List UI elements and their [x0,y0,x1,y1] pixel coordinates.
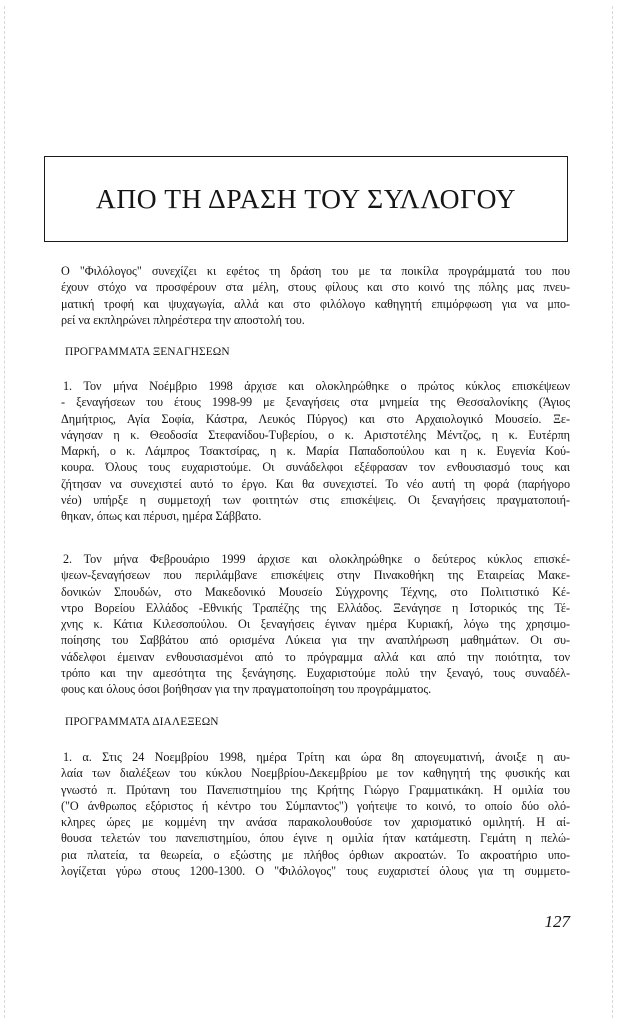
paragraph-line: χνης κ. Κάτια Κιλεσοπούλου. Οι ξεναγήσεις έγιναν ημέρα Κυριακή, λόγω της χρησιμο- [61,617,570,632]
paragraph-line: ψεων-ξεναγήσεων που περιλάμβανε επισκέψεις στην Πινακοθήκη της Εταιρείας Μακε- [61,568,570,583]
paragraph-line: ("Ο άνθρωπος εξόριστος ή κέντρο του Σύμπαντος") γοήτεψε το κοινό, το οποίο δύο ολό- [61,798,570,813]
paragraph-line: ποίησης του Σαββάτου από ορισμένα Λύκεια για την αναπλήρωση μαθημάτων. Οι συ- [61,633,570,648]
paragraph-line: 1. α. Στις 24 Νοεμβρίου 1998, ημέρα Τρίτη και ώρα 8η απογευματινή, άνοιξε η αυ- [63,750,570,764]
paragraph-line: δονικών Σπουδών, στο Μακεδονικό Μουσείο Σύγχρονης Τέχνης, στο Πολιτιστικό Κέ- [61,584,570,599]
paragraph-line: ματική τροφή και ψυχαγωγία, αλλά και στο φιλόλογο καθηγητή επιμόρφωση για να μπο- [61,296,570,311]
paragraph-line: Δημήτριος, Αγία Σοφία, Κάστρα, Λευκός Πύργος) και στο Αρχαιολογικό Μουσείο. Ξε- [61,411,570,426]
paragraph-line: νάδελφοι έμειναν ενθουσιασμένοι από το πρόγραμμα αλλά και από την ποιότητα, τον [61,649,570,664]
paragraph-line: γνωστό π. Πρύτανη του Πανεπιστημίου της Κρήτης Γιώργο Γραμματικάκη. Η ομιλία του [61,782,570,797]
paragraph-line: 1. Τον μήνα Νοέμβριο 1998 άρχισε και ολοκληρώθηκε ο πρώτος κύκλος επισκέψεων [63,379,570,393]
paragraph-line: κληρες ώρες με κομμένη την ανάσα παρακολουθούσε τον χαρισματικό ομιλητή. Η αί- [61,815,570,830]
paragraph-line: τρόπο και την αμεσότητα της ξενάγησης. Ευχαριστούμε πολύ την ξεναγό, τους συναδέλ- [61,666,570,681]
paragraph-line: λογίζεται γύρω στους 1200-1300. Ο "Φιλόλογος" τους ευχαριστεί όλους για τη συμμετο- [61,864,570,879]
lectures-paragraph-1 [61,749,570,879]
paragraph-line: Ο "Φιλόλογος" συνεχίζει κι εφέτος τη δράση του με τα ποικίλα προγράμματά του που [61,264,570,278]
paragraph-line: - ξεναγήσεων του έτους 1998-99 με ξεναγήσεις στα μνημεία της Θεσσαλονίκης (Άγιος [61,395,570,410]
title-box [44,156,568,242]
paragraph-line: φους και όλους όσοι βοήθησαν για την πραγματοποίηση του προγράμματος. [61,682,432,697]
paragraph-line: λαία των διαλέξεων του κύκλου Νοεμβρίου-Δεκεμβρίου με τον καθηγητή της φυσικής και [61,766,570,781]
paragraph-line: ρεί να εκπληρώνει πληρέστερα την αποστολή του. [61,312,305,327]
paragraph-line: νάγησαν η κ. Θεοδοσία Στεφανίδου-Τυβερίου, ο κ. Αριστοτέλης Μέντζος, η κ. Ευτέρπη [61,427,570,442]
paragraph-line: ζήτησαν να συνεχιστεί αυτό το έργο. Και θα συνεχιστεί. Το νέο αυτή τη φορά (παρήγορο [61,476,570,491]
tours-paragraph-2 [61,551,570,698]
paragraph-line: ρια πλατεία, τα θεωρεία, ο εξώστης με πλήθος όρθιων ακροατών. Το ακροατήριο υπο- [61,847,570,862]
page-number: 127 [544,912,570,931]
paragraph-line: έχουν στόχο να προσφέρουν στα μέλη, στους φίλους και στο κοινό της πόλης μας πνευ- [61,280,570,295]
paragraph-line: νέο) υπήρξε η συμμετοχή των φοιτητών στις επισκέψεις. Οι ξεναγήσεις πραγματοποιή- [61,493,570,508]
paragraph-line: ντρο Βορείου Ελλάδος -Εθνικής Τραπέζης της Ελλάδος. Ξενάγησε η Ιστορικός της Τέ- [61,600,570,615]
tours-paragraph-1 [61,378,570,525]
page-title: ΑΠΟ ΤΗ ΔΡΑΣΗ ΤΟΥ ΣΥΛΛΟΓΟΥ [95,183,517,214]
section-heading-lectures: ΠΡΟΓΡΑΜΜΑΤΑ ΔΙΑΛΕΞΕΩΝ [65,716,219,728]
paragraph-line: Μαρκή, ο κ. Λάμπρος Τσακτσίρας, η κ. Μαρία Παπαδοπούλου και η κ. Ευγενία Κού- [61,444,570,459]
section-heading-tours: ΠΡΟΓΡΑΜΜΑΤΑ ΞΕΝΑΓΗΣΕΩΝ [65,346,230,358]
paragraph-line: θηκαν, όπως και πέρυσι, ημέρα Σάββατο. [61,509,262,524]
paragraph-line: θουσα τελετών του πανεπιστημίου, όπου έγινε η ομιλία ήταν κατάμεστη. Γεμάτη η πελώ- [61,831,570,846]
paragraph-line: 2. Τον μήνα Φεβρουάριο 1999 άρχισε και ολοκληρώθηκε ο δεύτερος κύκλος επισκέ- [63,552,570,566]
intro-paragraph [61,263,570,328]
paragraph-line: κουρα. Όλους τους ευχαριστούμε. Οι συνάδελφοι εξέφρασαν τον ενθουσιασμό τους και [61,460,570,475]
